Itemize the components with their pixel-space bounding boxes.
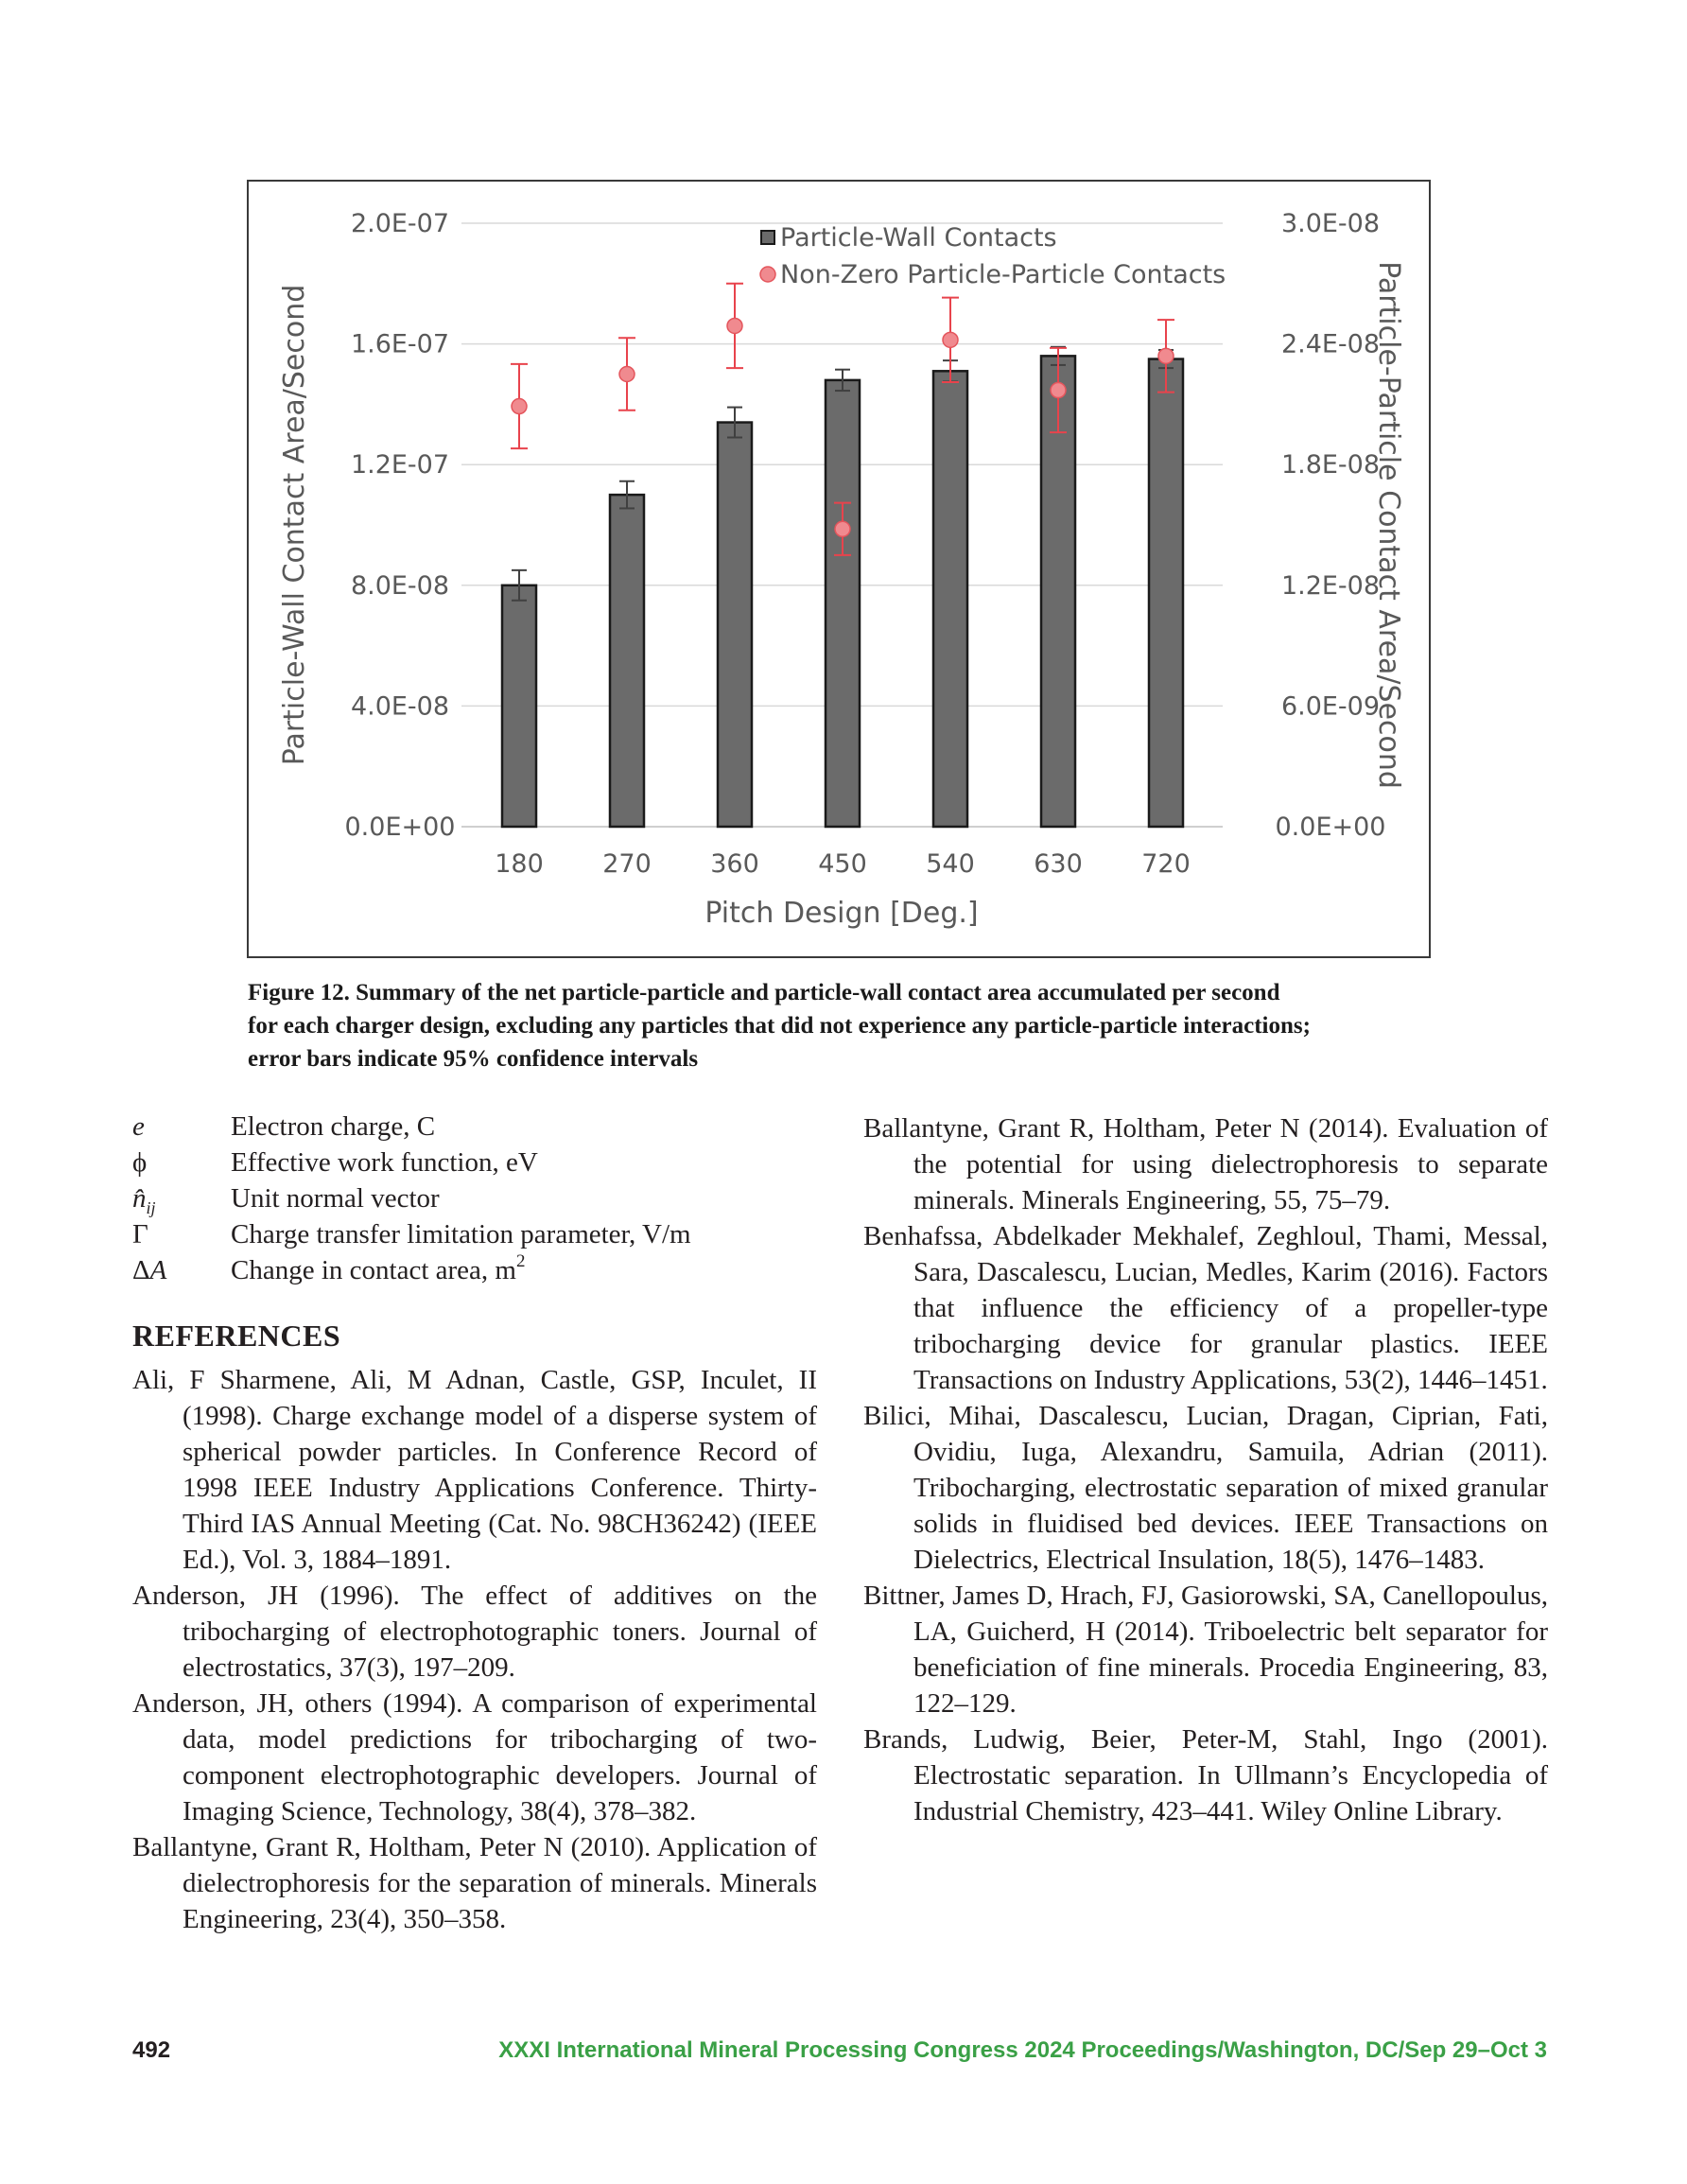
reference-entry: Brands, Ludwig, Beier, Peter-M, Stahl, Ingo (2001). Electrostatic separation. In Ullmann’s Encyclopedia of Industrial Chemistry, 423–441. Wiley Online Library. <box>863 1724 1548 1826</box>
nomenclature-symbol-main: n̂ <box>132 1183 147 1214</box>
y2-tick-label: 0.0E+00 <box>1275 812 1386 842</box>
nomenclature-superscript: 2 <box>515 1251 526 1272</box>
nomenclature-description: Charge transfer limitation parameter, V/m <box>231 1219 691 1249</box>
x-tick-label: 630 <box>1034 849 1083 879</box>
x-tick-label: 360 <box>710 849 759 879</box>
y2-tick-label: 1.2E-08 <box>1280 570 1381 601</box>
references-right-column <box>863 1110 1548 1829</box>
nomenclature-symbol-prefix: Δ <box>132 1255 150 1285</box>
nomenclature-list <box>132 1109 851 1288</box>
x-tick-label: 540 <box>926 849 975 879</box>
y2-tick-label: 6.0E-09 <box>1280 691 1381 722</box>
reference-entry: Ballantyne, Grant R, Holtham, Peter N (2010). Application of dielectrophoresis for the separation of minerals. Minerals Engineering, 23(4), 350–358. <box>132 1832 817 1934</box>
y-tick-label: 8.0E-08 <box>350 570 450 601</box>
y2-tick-label: 1.8E-08 <box>1280 450 1381 480</box>
y-tick-label: 2.0E-07 <box>350 209 450 238</box>
reference-entry: Benhafssa, Abdelkader Mekhalef, Zeghloul, Thami, Messal, Sara, Dascalescu, Lucian, Medles, Karim (2016). Factors that influence the efficiency of a propeller-type tribocharging device for granular plastics. IEEE Transactions on Industry Applications, 53(2), 1446–1451. <box>863 1221 1548 1395</box>
references-heading: REFERENCES <box>132 1319 341 1353</box>
nomenclature-symbol-variable: A <box>149 1255 167 1285</box>
y2-tick-label: 2.4E-08 <box>1280 329 1381 359</box>
nomenclature-symbol: ϕ <box>132 1147 148 1178</box>
nomenclature-row <box>132 1216 851 1252</box>
nomenclature-symbol: Γ <box>132 1219 148 1249</box>
figure-12-chart <box>247 180 1431 958</box>
data-point <box>727 318 742 333</box>
caption-line-1: Figure 12. Summary of the net particle-particle and particle-wall contact area accumulated per second <box>248 980 1280 1005</box>
y-axis-title: Particle-Wall Contact Area/Second <box>278 284 311 766</box>
reference-entry: Ali, F Sharmene, Ali, M Adnan, Castle, GSP, Inculet, II (1998). Charge exchange model of a disperse system of spherical powder particles. In Conference Record of 1998 IEEE Industry Applications Conference. Thirty-Third IAS Annual Meeting (Cat. No. 98CH36242) (IEEE Ed.), Vol. 3, 1884–1891. <box>132 1365 817 1575</box>
data-point <box>943 332 958 347</box>
references-left-column <box>132 1362 817 1937</box>
running-footer: XXXI International Mineral Processing Congress 2024 Proceedings/Washington, DC/Sep 29–Oct 3 <box>498 2037 1547 2063</box>
x-tick-label: 270 <box>602 849 652 879</box>
nomenclature-row <box>132 1144 851 1180</box>
nomenclature-row <box>132 1252 851 1288</box>
page-number: 492 <box>132 2037 171 2063</box>
reference-entry: Anderson, JH (1996). The effect of additives on the tribocharging of electrophotographic toners. Journal of electrostatics, 37(3), 197–209. <box>132 1581 817 1683</box>
nomenclature-symbol: e <box>132 1111 145 1142</box>
bar <box>610 495 644 827</box>
y-tick-label: 0.0E+00 <box>344 812 456 842</box>
nomenclature-symbol <box>132 1252 166 1288</box>
bar <box>718 423 752 827</box>
y-tick-label: 4.0E-08 <box>350 691 450 722</box>
legend-swatch-bars <box>761 231 774 244</box>
legend-label: Non-Zero Particle-Particle Contacts <box>780 260 1226 289</box>
data-point <box>835 521 850 536</box>
y-tick-label: 1.6E-07 <box>350 329 450 359</box>
chart-svg <box>249 182 1429 956</box>
nomenclature-symbol-subscript: ij <box>146 1197 156 1217</box>
nomenclature-description: Effective work function, eV <box>231 1147 538 1178</box>
reference-entry: Bilici, Mihai, Dascalescu, Lucian, Dragan, Ciprian, Fati, Ovidiu, Iuga, Alexandru, Samuila, Adrian (2011). Tribocharging, electrostatic separation of mixed granular solids in fluidised bed devices. IEEE Transactions on Dielectrics, Electrical Insulation, 18(5), 1476–1483. <box>863 1401 1548 1575</box>
reference-entry: Ballantyne, Grant R, Holtham, Peter N (2014). Evaluation of the potential for using dielectrophoresis to separate minerals. Minerals Engineering, 55, 75–79. <box>863 1113 1548 1215</box>
caption-line-2: for each charger design, excluding any particles that did not experience any particle-particle interactions; <box>248 1013 1311 1039</box>
data-point <box>1158 348 1174 363</box>
nomenclature-description: Electron charge, C <box>231 1111 436 1142</box>
nomenclature-description <box>231 1252 525 1288</box>
nomenclature-description: Unit normal vector <box>231 1183 440 1214</box>
x-tick-label: 720 <box>1141 849 1191 879</box>
data-point <box>1051 383 1066 398</box>
nomenclature-row <box>132 1180 851 1216</box>
y-tick-label: 1.2E-07 <box>350 450 450 480</box>
caption-line-3: error bars indicate 95% confidence intervals <box>248 1046 699 1072</box>
bar <box>826 380 860 827</box>
legend-swatch-points <box>760 267 775 282</box>
x-axis-title: Pitch Design [Deg.] <box>704 897 979 930</box>
reference-entry: Bittner, James D, Hrach, FJ, Gasiorowski, SA, Canellopoulus, LA, Guicherd, H (2014). Triboelectric belt separator for beneficiation of fine minerals. Procedia Engineering, 83, 122–129. <box>863 1581 1548 1719</box>
legend-label: Particle-Wall Contacts <box>780 223 1057 253</box>
y2-axis-title: Particle-Particle Contact Area/Second <box>1372 261 1405 789</box>
data-point <box>619 367 635 382</box>
data-point <box>512 399 527 414</box>
reference-entry: Anderson, JH, others (1994). A comparison of experimental data, model predictions for tribocharging of two-component electrophotographic developers. Journal of Imaging Science, Technology, 38(4), 378–382. <box>132 1688 817 1826</box>
x-tick-label: 180 <box>495 849 544 879</box>
nomenclature-row <box>132 1109 851 1144</box>
figure-caption <box>248 976 1439 1075</box>
bar <box>502 585 536 827</box>
x-tick-label: 450 <box>818 849 867 879</box>
nomenclature-description-text: Change in contact area, m <box>231 1255 516 1285</box>
bar <box>1149 359 1183 827</box>
y2-tick-label: 3.0E-08 <box>1280 209 1381 238</box>
bar <box>933 371 967 827</box>
